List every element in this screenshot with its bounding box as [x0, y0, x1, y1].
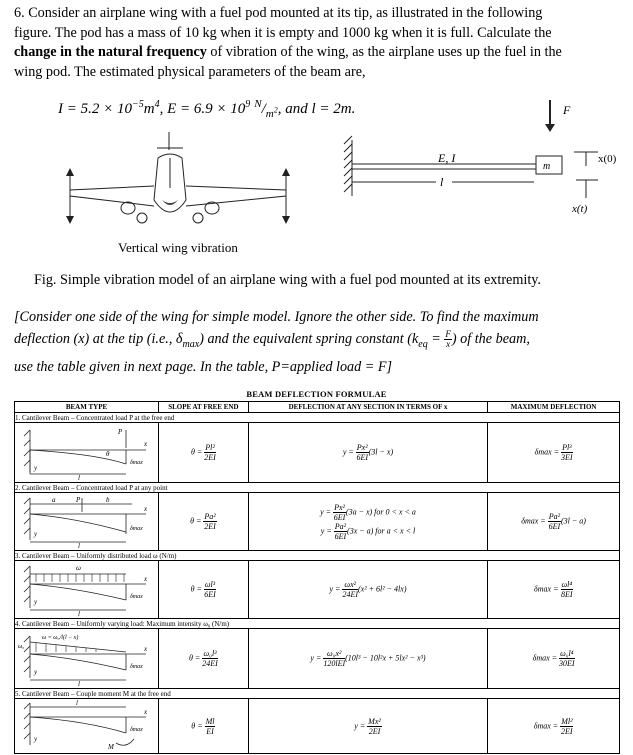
- inertia-unit: m: [143, 101, 155, 117]
- modulus-unit-den: m: [265, 108, 274, 120]
- slope-formula-4: θ = $\frac{\text{ω₀l³}}{24EI}$: [158, 629, 248, 689]
- svg-text:ω₀: ω₀: [18, 643, 25, 650]
- left-engine: [121, 202, 135, 214]
- left-wing: [70, 186, 154, 206]
- deflection-formula-5: y = $\frac{\text{Mx²}}{2EI}$: [248, 699, 487, 754]
- slope-formula-2: θ = $\frac{\text{Pa²}}{2EI}$: [158, 493, 248, 551]
- modulus-unit-num: N: [254, 98, 262, 110]
- beam-diagram-3: [15, 561, 159, 619]
- svg-text:δmax: δmax: [130, 459, 144, 466]
- mass-label: m: [543, 161, 551, 172]
- svg-text:l: l: [78, 679, 81, 686]
- svg-text:l: l: [78, 473, 81, 480]
- deflection-formula-4: y = $\frac{\text{ω₀x²}}{\text{120lEI}}$ (10l³ − 10l²x + 5lx² − x³): [248, 629, 487, 689]
- modulus-exponent: 9: [245, 99, 251, 110]
- section-title: 5. Cantilever Beam – Couple moment M at the free end: [15, 689, 620, 699]
- svg-text:δmax: δmax: [130, 525, 144, 532]
- beam-figure: [340, 100, 630, 230]
- instruction-line-3: use the table given in next page. In the table, P=applied load = F]: [14, 358, 393, 375]
- instructions: [14, 306, 614, 378]
- svg-text:x: x: [144, 644, 148, 653]
- problem-line-1: 6. Consider an airplane wing with a fuel pod mounted at its tip, as illustrated in the following: [14, 5, 543, 21]
- table-row: [15, 699, 620, 754]
- beam-diagram-4: [15, 629, 159, 689]
- svg-text:x: x: [144, 708, 148, 716]
- svg-text:P: P: [118, 427, 123, 436]
- svg-text:y: y: [34, 463, 38, 472]
- deflection-formula-2: y = $\frac{\text{Px²}}{6EI}$ (3a − x) for 0 < x < a y = $\frac{\text{Pa²}}{6EI}$ (3x − a) for a < x < l: [248, 493, 487, 551]
- svg-text:y: y: [34, 735, 38, 743]
- table-row: [15, 423, 620, 483]
- svg-text:y: y: [34, 597, 38, 606]
- max-deflection-formula-2: δmax = $\frac{\text{Pa²}}{6EI}$ (3l − a): [488, 493, 620, 551]
- beam-diagram-2: [15, 493, 159, 551]
- instruction-line-1: [Consider one side of the wing for simple model. Ignore the other side. To find the maximum: [14, 309, 539, 325]
- section-title: 3. Cantilever Beam – Uniformly distributed load ω (N/m): [15, 551, 620, 561]
- table-row: [15, 629, 620, 689]
- figure-caption: Fig. Simple vibration model of an airplane wing with a fuel pod mounted at its extremity.: [34, 272, 541, 288]
- svg-text:a: a: [52, 495, 56, 504]
- uvl-intensity-label: ω = ω₀/l(l − x): [42, 634, 79, 641]
- time-disp-label: x(t): [572, 203, 588, 215]
- beam-diagram-5: [15, 699, 159, 754]
- header-slope: SLOPE AT FREE END: [158, 402, 248, 413]
- svg-text:x: x: [144, 574, 148, 583]
- max-deflection-formula-5: δmax = $\frac{\text{Ml²}}{2EI}$: [488, 699, 620, 754]
- deflection-formula-1: y = $\frac{\text{Px²}}{6EI}$ (3l − x): [248, 423, 487, 483]
- right-wing: [186, 186, 286, 206]
- header-beam-type: BEAM TYPE: [15, 402, 159, 413]
- svg-text:δmax: δmax: [130, 727, 144, 733]
- beam-diagram-1: [15, 423, 159, 483]
- svg-text:δmax: δmax: [130, 593, 144, 600]
- problem-line-3-rest: of vibration of the wing, as the airplane uses up the fuel in the: [206, 44, 562, 60]
- section-title: 2. Cantilever Beam – Concentrated load P at any point: [15, 483, 620, 493]
- section-title: 1. Cantilever Beam – Concentrated load P at the free end: [15, 413, 620, 423]
- disp-label: x(0): [598, 153, 617, 165]
- nose-shadow: [162, 200, 178, 205]
- section-title: 4. Cantilever Beam – Uniformly varying load: Maximum intensity ω₀ (N/m): [15, 619, 620, 629]
- svg-text:l: l: [76, 699, 79, 707]
- svg-text:b: b: [106, 495, 110, 504]
- svg-text:M: M: [108, 743, 115, 751]
- inertia-label: I = 5.2 × 10: [58, 101, 132, 117]
- max-deflection-formula-3: δmax = $\frac{\text{ωl⁴}}{8EI}$: [488, 561, 620, 619]
- max-deflection-formula-1: δmax = $\frac{\text{Pl³}}{3EI}$: [488, 423, 620, 483]
- problem-line-4: wing pod. The estimated physical parameters of the beam are,: [14, 63, 366, 80]
- beam-deflection-table: [14, 401, 620, 754]
- beam-label: E, I: [438, 151, 456, 165]
- force-label: F: [563, 103, 571, 117]
- modulus-unit-den-exponent: 2: [273, 105, 278, 115]
- emphasis-text: change in the natural frequency: [14, 44, 207, 60]
- svg-text:x: x: [144, 439, 148, 448]
- airplane-caption: Vertical wing vibration: [118, 240, 238, 255]
- table-row: [15, 493, 620, 551]
- header-max-deflection: MAXIMUM DEFLECTION: [488, 402, 620, 413]
- inertia-unit-exponent: 4: [154, 99, 160, 110]
- svg-text:l: l: [78, 541, 81, 548]
- deflection-formula-3: y = $\frac{\text{ωx²}}{24EI}$ (x² + 6l² − 4lx): [248, 561, 487, 619]
- svg-text:δmax: δmax: [130, 663, 144, 670]
- table-header-row: [15, 402, 620, 413]
- svg-text:y: y: [34, 667, 38, 676]
- left-wheel: [137, 213, 147, 223]
- parameter-equation: $I = 5.2 \times 10^{-5}m^4$, $E = 6.9 \times 10^9$ $^N/_{m^2}$, and l = 2m.: [58, 98, 356, 120]
- airplane-figure: [54, 128, 304, 268]
- slope-formula-1: θ = $\frac{\text{Pl²}}{2EI}$: [158, 423, 248, 483]
- max-deflection-formula-4: δmax = $\frac{\text{ω₀l⁴}}{30EI}$: [488, 629, 620, 689]
- problem-statement: [14, 4, 620, 82]
- modulus-label: , E = 6.9 × 10: [159, 101, 246, 117]
- problem-line-2: figure. The pod has a mass of 10 kg when it is empty and 1000 kg when it is full. Calculate the: [14, 24, 552, 41]
- svg-text:l: l: [78, 609, 81, 616]
- svg-text:y: y: [34, 529, 38, 538]
- problem-line-3: [14, 43, 620, 63]
- svg-text:P: P: [76, 495, 81, 504]
- svg-text:θ: θ: [106, 449, 110, 458]
- svg-text:ω: ω: [76, 563, 82, 572]
- tail-fin: [157, 132, 183, 188]
- svg-text:x: x: [144, 504, 148, 513]
- length-label: , and l = 2m.: [277, 101, 356, 117]
- slope-formula-3: θ = $\frac{\text{ωl³}}{6EI}$: [158, 561, 248, 619]
- slope-formula-5: θ = $\frac{Ml}{EI}$: [158, 699, 248, 754]
- right-wheel: [193, 213, 203, 223]
- table-title: BEAM DEFLECTION FORMULAE: [246, 389, 387, 399]
- length-label: l: [440, 175, 444, 189]
- inertia-exponent: −5: [132, 99, 144, 110]
- header-deflection: DEFLECTION AT ANY SECTION IN TERMS OF x: [248, 402, 487, 413]
- instruction-line-2: deflection (x) at the tip (i.e., $\delta_{max}$) and the equivalent spring constant ($k_{eq}$ = $\frac{F}{x}$ ) of the beam,: [14, 329, 530, 350]
- table-row: [15, 561, 620, 619]
